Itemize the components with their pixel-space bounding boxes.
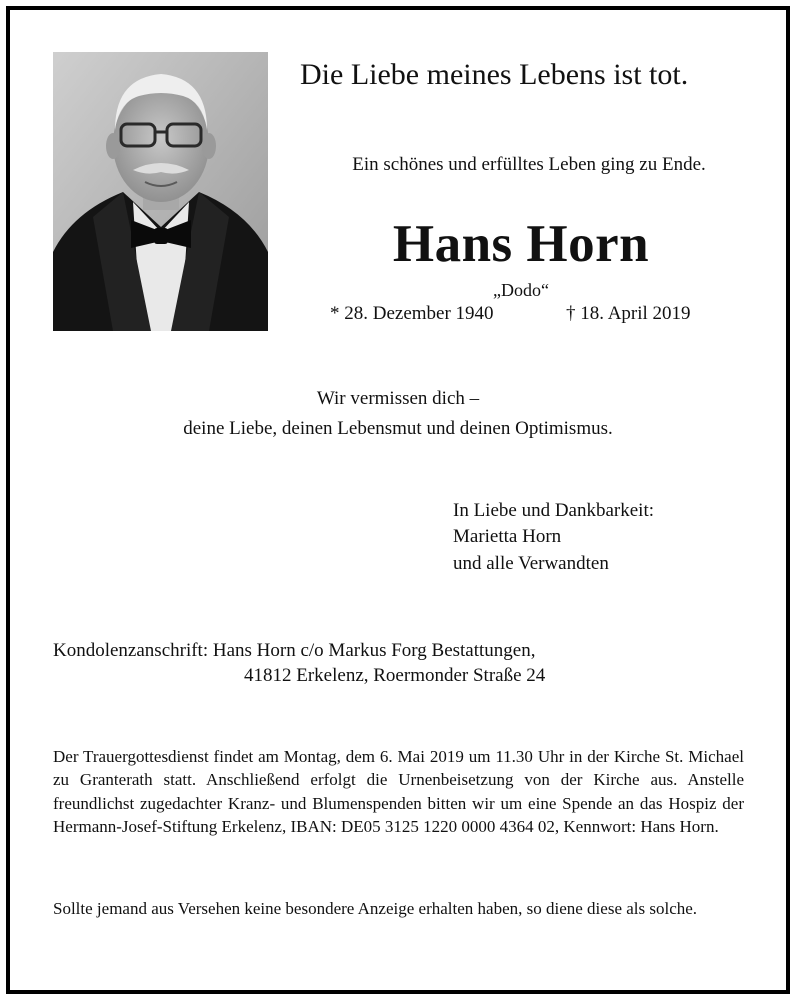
condolence-address-line-1: Kondolenzanschrift: Hans Horn c/o Markus Forg Bestattungen, (53, 640, 536, 661)
signature-line-2: Marietta Horn (453, 526, 562, 547)
birth-date: * 28. Dezember 1940 (330, 303, 494, 324)
condolence-address-line-2: 41812 Erkelenz, Roermonder Straße 24 (244, 665, 546, 686)
deceased-name: Hans Horn (392, 215, 650, 273)
death-date: † 18. April 2019 (566, 303, 691, 324)
signature-line-1: In Liebe und Dankbarkeit: (453, 500, 655, 521)
closing-note: Sollte jemand aus Versehen keine besondere Anzeige erhalten haben, so diene diese als solche. (53, 899, 698, 918)
service-notice: Der Trauergottesdienst findet am Montag, dem 6. Mai 2019 um 11.30 Uhr in der Kirche St. Michael zu Granterath statt. Anschließend erfolgt die Urnenbeisetzung von der Kirche aus. Anstelle freundlichst zugedachter Kranz- und Blumenspenden bitten wir um eine Spende an das Hospiz der Hermann-Josef-Stiftung Erkelenz, IBAN: DE05 3125 1220 0000 4364 02, Kennwort: Hans Horn. (53, 747, 744, 836)
message-line-2: deine Liebe, deinen Lebensmut und deinen Optimismus. (183, 418, 613, 439)
portrait-photo (53, 52, 268, 331)
signature-line-3: und alle Verwandten (453, 553, 609, 574)
portrait-photo-icon (53, 52, 268, 331)
subline: Ein schönes und erfülltes Leben ging zu Ende. (352, 154, 706, 175)
headline: Die Liebe meines Lebens ist tot. (300, 58, 689, 91)
message-line-1: Wir vermissen dich – (316, 388, 480, 409)
nickname: „Dodo“ (493, 280, 549, 300)
